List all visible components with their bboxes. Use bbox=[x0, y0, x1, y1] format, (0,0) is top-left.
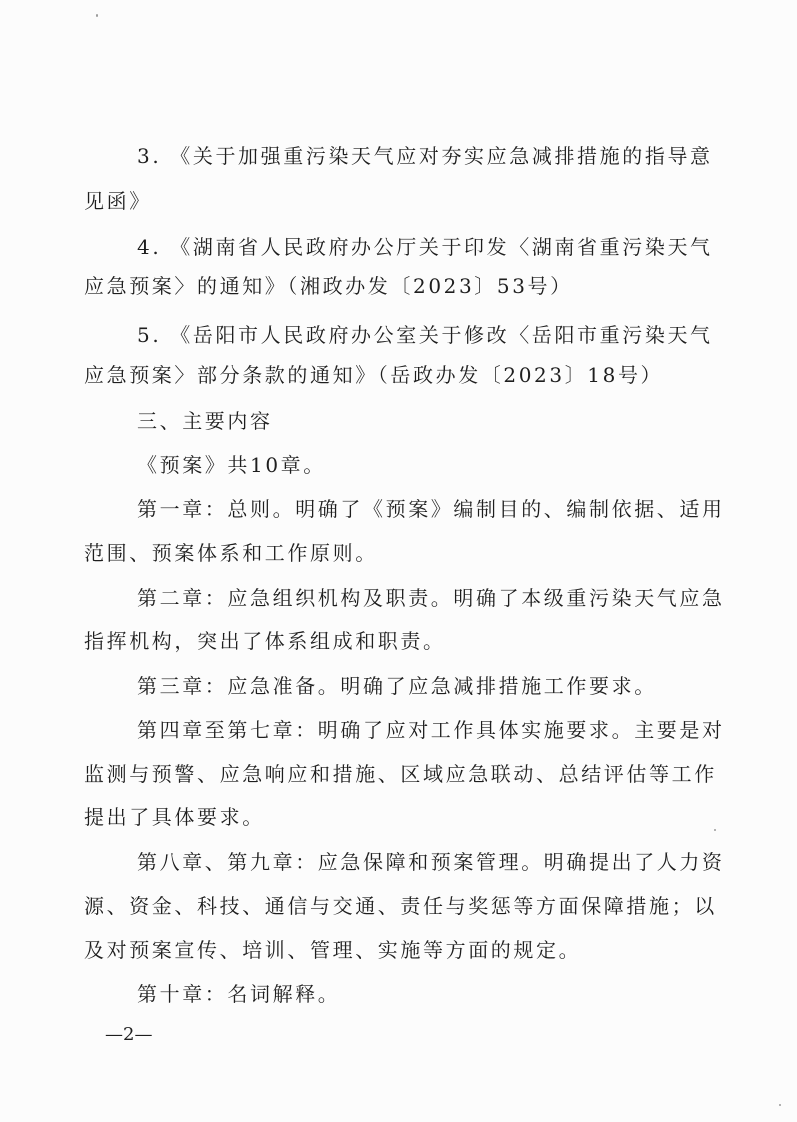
text-line: 3. 《关于加强重污染天气应对夯实应急减排措施的指导意 bbox=[137, 144, 713, 168]
text-line: 第八章、第九章：应急保障和预案管理。明确提出了人力资 bbox=[137, 850, 725, 874]
section-heading: 三、主要内容 bbox=[137, 409, 273, 433]
text-line: 《预案》共10章。 bbox=[137, 453, 326, 477]
text-line: 第一章：总则。明确了《预案》编制目的、编制依据、适用 bbox=[137, 497, 725, 521]
text-line: 源、资金、科技、通信与交通、责任与奖惩等方面保障措施；以 bbox=[84, 894, 717, 918]
text-line: 第四章至第七章：明确了应对工作具体实施要求。主要是对 bbox=[137, 718, 725, 742]
text-line: 第十章：名词解释。 bbox=[137, 982, 341, 1006]
text-line: 5. 《岳阳市人民政府办公室关于修改〈岳阳市重污染天气 bbox=[137, 323, 713, 347]
text-line: 4. 《湖南省人民政府办公厅关于印发〈湖南省重污染天气 bbox=[137, 235, 713, 259]
text-line: 及对预案宣传、培训、管理、实施等方面的规定。 bbox=[84, 938, 582, 962]
text-line: 第三章：应急准备。明确了应急减排措施工作要求。 bbox=[137, 674, 657, 698]
scan-speck bbox=[779, 1104, 781, 1106]
text-line: 应急预案〉部分条款的通知》（岳政办发〔2023〕18号） bbox=[84, 363, 664, 387]
text-line: 提出了具体要求。 bbox=[84, 805, 265, 829]
scan-speck bbox=[714, 829, 716, 831]
text-line: 应急预案〉的通知》（湘政办发〔2023〕53号） bbox=[84, 274, 573, 298]
text-line: 指挥机构，突出了体系组成和职责。 bbox=[84, 629, 446, 653]
text-line: 监测与预警、应急响应和措施、区域应急联动、总结评估等工作 bbox=[84, 762, 717, 786]
page-number: —2— bbox=[105, 1024, 153, 1045]
text-line: 第二章：应急组织机构及职责。明确了本级重污染天气应急 bbox=[137, 586, 725, 610]
text-line: 见函》 bbox=[84, 189, 152, 213]
scan-speck bbox=[96, 14, 98, 17]
text-line: 范围、预案体系和工作原则。 bbox=[84, 541, 378, 565]
